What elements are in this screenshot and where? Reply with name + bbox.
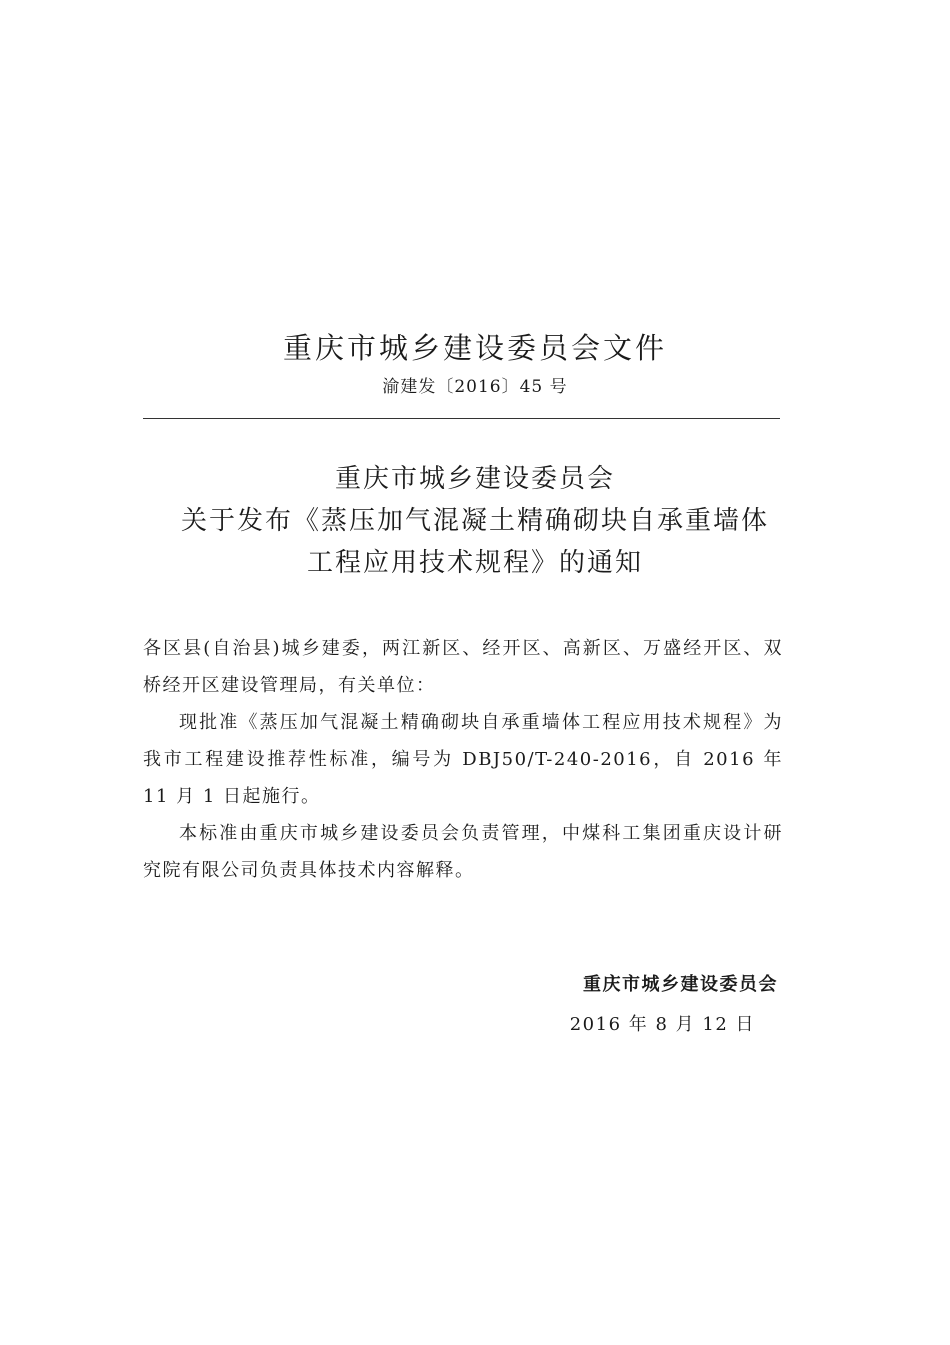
- signing-organization: 重庆市城乡建设委员会: [583, 974, 778, 995]
- management-paragraph: 本标准由重庆市城乡建设委员会负责管理，中煤科工集团重庆设计研究院有限公司负责具体技术内容解释。: [143, 823, 783, 881]
- notice-title-line-1: 重庆市城乡建设委员会: [334, 464, 615, 494]
- approval-paragraph: 现批准《蒸压加气混凝土精确砌块自承重墙体工程应用技术规程》为我市工程建设推荐性标准，编号为 DBJ50/T-240-2016，自 2016 年 11 月 1 日起施行。: [143, 712, 783, 807]
- recipients: 各区县(自治县)城乡建委，两江新区、经开区、高新区、万盛经开区、双桥经开区建设管理局，有关单位：: [143, 638, 783, 696]
- issuer-title: 重庆市城乡建设委员会文件: [282, 331, 667, 365]
- notice-title: [0, 458, 950, 584]
- document-number: 渝建发〔2016〕45 号: [382, 377, 568, 397]
- signing-date: 2016 年 8 月 12 日: [569, 1014, 755, 1035]
- document-header: [0, 328, 950, 400]
- header-divider: [143, 418, 780, 419]
- notice-title-line-2: 关于发布《蒸压加气混凝土精确砌块自承重墙体: [180, 506, 769, 536]
- notice-title-line-3: 工程应用技术规程》的通知: [306, 548, 643, 578]
- notice-body: [143, 630, 783, 889]
